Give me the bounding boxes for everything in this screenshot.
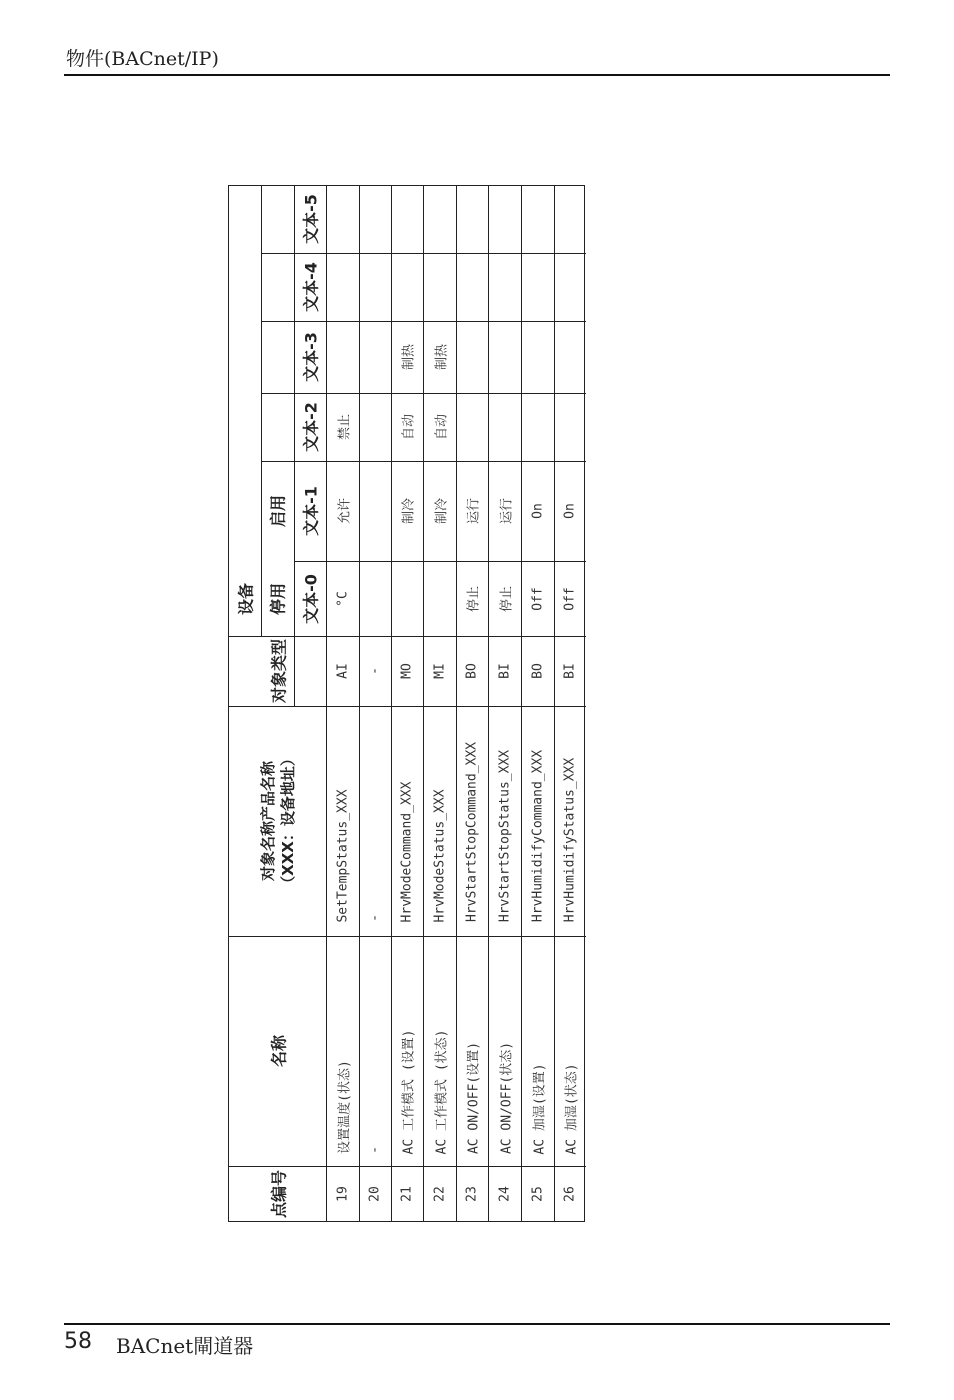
- cell-name: AC 加湿(设置): [532, 1062, 547, 1155]
- cell-text2: 自动: [401, 413, 417, 441]
- header-disable: 停用: [268, 582, 288, 616]
- page-number: 58: [64, 1329, 92, 1354]
- header-text4: 文本-4: [301, 262, 321, 312]
- cell-object-type: AI: [335, 663, 350, 679]
- cell-text0: 停止: [466, 585, 482, 613]
- grid-line: [423, 186, 424, 1221]
- header-text0: 文本-0: [301, 574, 321, 624]
- cell-point-no: 26: [562, 1186, 578, 1202]
- cell-name: -: [367, 1146, 383, 1154]
- cell-text0: °C: [335, 591, 350, 607]
- cell-point-no: 23: [464, 1186, 480, 1202]
- cell-object-name: SetTempStatus_XXX: [335, 788, 350, 923]
- cell-text1: 运行: [466, 497, 482, 525]
- cell-point-no: 25: [530, 1186, 545, 1202]
- cell-text0: Off: [530, 587, 545, 611]
- cell-text0: Off: [562, 587, 578, 611]
- grid-line: [261, 253, 586, 254]
- header-object-name: 对象名称产品名称 （XXX：设备地址）: [259, 751, 297, 891]
- cell-name: AC 加湿(状态): [564, 1062, 580, 1155]
- cell-text3: 制热: [401, 343, 417, 371]
- header-name: 名称: [269, 1034, 289, 1068]
- cell-point-no: 22: [432, 1186, 447, 1202]
- grid-line: [326, 186, 327, 1221]
- cell-text1: 制冷: [434, 497, 449, 525]
- cell-object-type: MI: [432, 663, 447, 679]
- cell-object-name: HrvHumidifyStatus_XXX: [562, 757, 578, 923]
- header-rule: [64, 74, 890, 76]
- cell-object-name: HrvModeCommand_XXX: [399, 781, 415, 922]
- grid-line: [229, 1166, 586, 1167]
- cell-text1: 运行: [499, 497, 514, 525]
- cell-object-name: -: [367, 914, 383, 922]
- cell-point-no: 19: [335, 1186, 350, 1202]
- cell-object-name: HrvHumidifyCommand_XXX: [530, 749, 545, 923]
- cell-text1: On: [562, 503, 578, 519]
- cell-name: 设置温度(状态): [337, 1060, 352, 1154]
- cell-text1: On: [530, 503, 545, 519]
- cell-object-type: MO: [399, 663, 415, 679]
- cell-object-type: BI: [562, 663, 578, 679]
- grid-line: [391, 186, 392, 1221]
- cell-point-no: 24: [497, 1186, 512, 1202]
- grid-line: [294, 636, 295, 706]
- grid-line: [488, 186, 489, 1221]
- cell-object-type: BO: [464, 663, 480, 679]
- bacnet-object-table: [228, 185, 585, 1222]
- cell-text0: 停止: [499, 585, 514, 613]
- grid-line: [294, 561, 586, 562]
- header-enable: 启用: [268, 494, 288, 528]
- cell-name: AC 工作模式 (状态): [434, 1029, 449, 1154]
- grid-line: [261, 461, 586, 462]
- cell-text3: 制热: [434, 343, 449, 371]
- header-text1: 文本-1: [301, 486, 321, 536]
- grid-line: [261, 321, 586, 322]
- grid-line: [521, 186, 522, 1221]
- grid-line: [261, 393, 586, 394]
- cell-object-name: HrvStartStopCommand_XXX: [464, 741, 480, 923]
- cell-object-name: HrvStartStopStatus_XXX: [497, 749, 512, 923]
- cell-name: AC 工作模式 (设置): [401, 1029, 417, 1154]
- header-text2: 文本-2: [301, 402, 321, 452]
- grid-line: [456, 186, 457, 1221]
- header-text5: 文本-5: [301, 194, 321, 244]
- grid-line: [229, 936, 586, 937]
- header-text3: 文本-3: [301, 332, 321, 382]
- cell-text1: 允许: [337, 497, 352, 525]
- cell-text2: 自动: [434, 413, 449, 441]
- cell-object-type: BO: [530, 663, 545, 679]
- header-object-type: 对象类型: [269, 638, 289, 704]
- cell-object-name: HrvModeStatus_XXX: [432, 788, 447, 923]
- header-point-no: 点编号: [269, 1169, 289, 1219]
- cell-name: AC ON/OFF(状态): [499, 1041, 514, 1155]
- cell-object-type: BI: [497, 663, 512, 679]
- grid-line: [229, 636, 586, 637]
- grid-line: [554, 186, 555, 1221]
- header-device: 设备: [236, 582, 256, 616]
- cell-text2: 禁止: [337, 413, 352, 441]
- cell-text1: 制冷: [401, 497, 417, 525]
- cell-point-no: 21: [399, 1186, 415, 1202]
- grid-line: [229, 706, 586, 707]
- grid-line: [359, 186, 360, 1221]
- cell-point-no: 20: [367, 1186, 383, 1202]
- footer-title: BACnet閘道器: [116, 1334, 254, 1358]
- cell-name: AC ON/OFF(设置): [466, 1041, 482, 1155]
- page-header-title: 物件(BACnet/IP): [66, 48, 219, 70]
- cell-object-type: -: [367, 667, 383, 675]
- footer-rule: [64, 1323, 890, 1325]
